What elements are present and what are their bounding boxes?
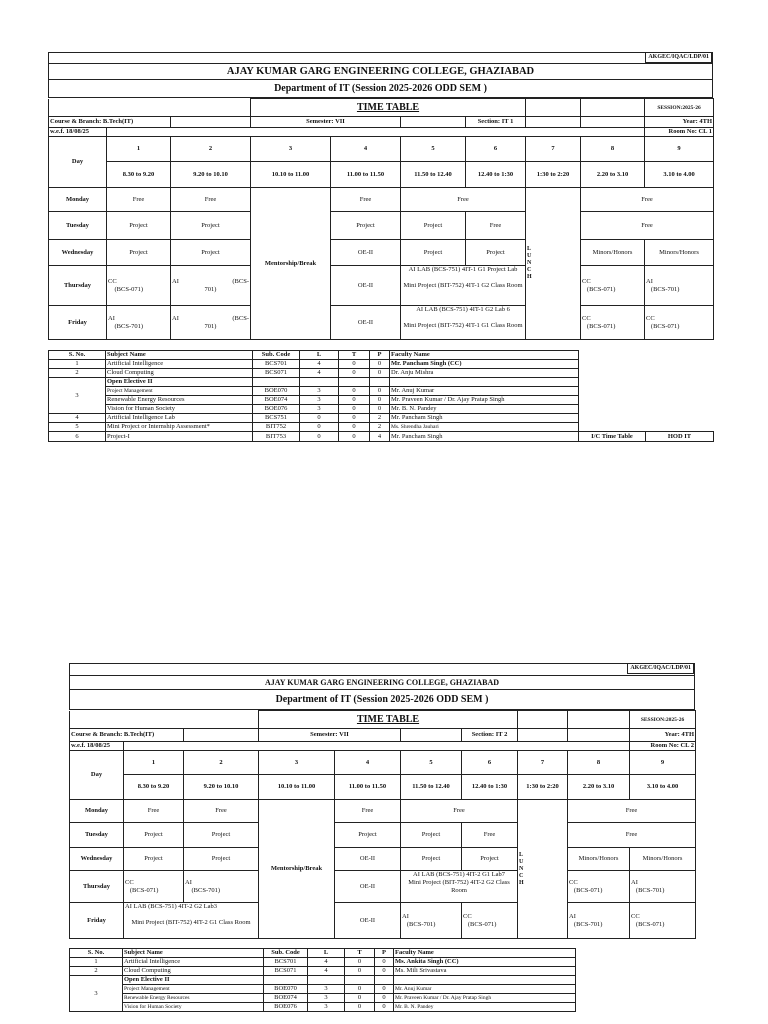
section-label: Section: IT 1: [466, 117, 526, 128]
slot-cell: AI LAB (BCS-751) 4IT-1 G1 Project Lab Mini Project (BIT-752) 4IT-1 G2 Class Room: [401, 266, 526, 306]
period-number: 5: [401, 137, 466, 162]
period-time: 11.00 to 11.50: [331, 162, 401, 188]
doc-code: AKGEC/IQAC/LDP/01: [627, 663, 694, 674]
wef-date: w.e.f. 18/08/25: [49, 128, 107, 137]
table-row: 3 Open Elective II: [70, 976, 576, 985]
period-number: 8: [581, 137, 645, 162]
slot-cell: Project: [466, 240, 526, 266]
slot-cell: Project: [124, 823, 184, 848]
slot-cell: OE-II: [331, 306, 401, 340]
col-head: Subject Name: [106, 351, 253, 360]
slot-cell: AI (BCS-701): [107, 306, 171, 340]
slot-cell: Project: [184, 848, 259, 871]
period-number: 5: [401, 751, 462, 775]
period-time: 10.10 to 11.00: [251, 162, 331, 188]
slot-cell: Free: [462, 823, 518, 848]
code-row: [49, 53, 712, 64]
day-tuesday: Tuesday: [49, 212, 107, 240]
period-time: 10.10 to 11.00: [259, 775, 335, 800]
day-header: Day: [49, 137, 107, 188]
slot-cell: Free: [124, 800, 184, 823]
day-friday: Friday: [49, 306, 107, 340]
table-row: Vision for Human Society BOE076 3 0 0 Mr. B. N. Pandey: [70, 1003, 576, 1012]
period-number: 7: [526, 137, 581, 162]
slot-cell: CC (BCS-071): [581, 266, 645, 306]
slot-cell: Free: [401, 188, 526, 212]
lunch-column: L U N C H: [526, 188, 581, 340]
session-label: SESSION:2025-26: [645, 99, 714, 117]
period-number: 4: [335, 751, 401, 775]
period-time: 11.50 to 12.40: [401, 162, 466, 188]
slot-cell: CC (BCS-071): [124, 871, 184, 903]
slot-cell: CC (BCS-071): [107, 266, 171, 306]
slot-cell: AI LAB (BCS-751) 4IT-2 G2 Lab3 Mini Project (BIT-752) 4IT-2 G1 Class Room: [124, 903, 259, 939]
col-head: L: [300, 351, 339, 360]
table-row: 4 Artificial Intelligence Lab BCS751 0 0 2 Mr. Pancham Singh: [49, 414, 714, 423]
col-head: P: [370, 351, 390, 360]
semester-label: Semester: VII: [251, 117, 401, 128]
table-row: Project Management BOE070 3 0 0 Mr. Anuj Kumar: [70, 985, 576, 994]
slot-cell: Project: [171, 212, 251, 240]
period-time: 11.50 to 12.40: [401, 775, 462, 800]
table-row: 5 Mini Project or Internship Assessment* BIT752 0 0 2 Ms. Shrendha Jauhari: [49, 423, 714, 432]
period-time: 12.40 to 1:30: [466, 162, 526, 188]
slot-cell: AI LAB (BCS-751) 4IT-2 G1 Lab7 Mini Project (BIT-752) 4IT-2 G2 Class Room: [401, 871, 518, 903]
wef-date: w.e.f. 18/08/25: [70, 742, 124, 751]
slot-cell: Minors/Honors: [581, 240, 645, 266]
timetable-title: TIME TABLE: [259, 711, 518, 729]
slot-cell: AI (BCS-701): [184, 871, 259, 903]
day-header: Day: [70, 751, 124, 800]
period-time: 3.10 to 4.00: [645, 162, 714, 188]
day-wednesday: Wednesday: [70, 848, 124, 871]
slot-cell: Free: [331, 188, 401, 212]
col-head: Faculty Name: [390, 351, 579, 360]
sheet-header: [48, 52, 713, 98]
slot-cell: Project: [107, 240, 171, 266]
day-tuesday: Tuesday: [70, 823, 124, 848]
slot-cell: Project: [124, 848, 184, 871]
col-head: P: [375, 949, 394, 958]
period-number: 3: [259, 751, 335, 775]
department-title: Department of IT (Session 2025-2026 ODD SEM ): [49, 80, 712, 98]
slot-cell: CC (BCS-071): [568, 871, 630, 903]
slot-cell: Project: [335, 823, 401, 848]
table-row: Vision for Human Society BOE076 3 0 0 Mr. B. N. Pandey: [49, 405, 714, 414]
table-row: Renewable Energy Resources BOE074 3 0 0 Mr. Praveen Kumar / Dr. Ajay Pratap Singh: [70, 994, 576, 1003]
slot-cell: Minors/Honors: [645, 240, 714, 266]
slot-cell: Free: [107, 188, 171, 212]
mentorship-break: Mentorship/Break: [251, 188, 331, 340]
period-time: 8.30 to 9.20: [107, 162, 171, 188]
table-row: 3 Open Elective II: [49, 378, 714, 387]
period-time: 1:30 to 2:20: [518, 775, 568, 800]
code-row: [70, 664, 694, 676]
period-number: 8: [568, 751, 630, 775]
timetable-grid: [48, 98, 714, 340]
col-head: Sub. Code: [264, 949, 308, 958]
subjects-table: [48, 350, 714, 442]
timetable-title: TIME TABLE: [251, 99, 526, 117]
slot-cell: Free: [568, 823, 696, 848]
slot-cell: OE-II: [331, 240, 401, 266]
lunch-column: L U N C H: [518, 800, 568, 939]
slot-cell: Project: [107, 212, 171, 240]
slot-cell: AI (BCS-701): [568, 903, 630, 939]
period-time: 3.10 to 4.00: [630, 775, 696, 800]
period-number: 3: [251, 137, 331, 162]
period-number: 6: [462, 751, 518, 775]
period-time: 2.20 to 3.10: [568, 775, 630, 800]
period-number: 9: [645, 137, 714, 162]
section-label: Section: IT 2: [462, 729, 518, 742]
col-head: Subject Name: [123, 949, 264, 958]
slot-cell: AI LAB (BCS-751) 4IT-1 G2 Lab 6 Mini Project (BIT-752) 4IT-1 G1 Class Room: [401, 306, 526, 340]
slot-cell: Free: [581, 212, 714, 240]
period-number: 4: [331, 137, 401, 162]
period-time: 9.20 to 10.10: [171, 162, 251, 188]
slot-cell: CC (BCS-071): [462, 903, 518, 939]
college-name: AJAY KUMAR GARG ENGINEERING COLLEGE, GHAZIABAD: [70, 676, 694, 690]
period-number: 6: [466, 137, 526, 162]
table-row: 2 Cloud Computing BCS071 4 0 0 Dr. Anju Mishra: [49, 369, 714, 378]
col-head: Faculty Name: [394, 949, 576, 958]
day-monday: Monday: [70, 800, 124, 823]
slot-cell: Free: [335, 800, 401, 823]
hod-label: HOD IT: [646, 432, 714, 442]
session-label: SESSION:2025-26: [630, 711, 696, 729]
slot-cell: AI (BCS-701): [401, 903, 462, 939]
slot-cell: OE-II: [335, 871, 401, 903]
day-wednesday: Wednesday: [49, 240, 107, 266]
year-label: Year: 4TH: [645, 117, 714, 128]
day-monday: Monday: [49, 188, 107, 212]
slot-cell: CC (BCS-071): [581, 306, 645, 340]
slot-cell: OE-II: [335, 903, 401, 939]
slot-cell: Project: [401, 823, 462, 848]
slot-cell: Project: [331, 212, 401, 240]
room-number: Room No: CL 2: [630, 742, 696, 751]
ic-timetable-label: I/C Time Table: [579, 432, 646, 442]
course-branch: Course & Branch: B.Tech(IT): [49, 117, 171, 128]
period-time: 1:30 to 2:20: [526, 162, 581, 188]
col-head: Sub. Code: [253, 351, 300, 360]
table-row: 2 Cloud Computing BCS071 4 0 0 Ms. Mili Srivastava: [70, 967, 576, 976]
course-branch: Course & Branch: B.Tech(IT): [70, 729, 184, 742]
slot-cell: Free: [171, 188, 251, 212]
period-number: 1: [107, 137, 171, 162]
period-number: 1: [124, 751, 184, 775]
day-thursday: Thursday: [70, 871, 124, 903]
slot-cell: Free: [466, 212, 526, 240]
slot-cell: CC (BCS-071): [630, 903, 696, 939]
table-row: Project Management BOE070 3 0 0 Mr. Anuj Kumar: [49, 387, 714, 396]
slot-cell: AI (BCS- 701): [171, 266, 251, 306]
col-head: T: [339, 351, 370, 360]
slot-cell: AI (BCS-701): [645, 266, 714, 306]
timetable-sheet-it2: [69, 663, 695, 1012]
college-name: AJAY KUMAR GARG ENGINEERING COLLEGE, GHAZIABAD: [49, 64, 712, 80]
col-head: T: [345, 949, 375, 958]
semester-label: Semester: VII: [259, 729, 401, 742]
table-row: 6 Project-I BIT753 0 0 4 Mr. Pancham Singh I/C Time Table HOD IT: [49, 432, 714, 442]
year-label: Year: 4TH: [630, 729, 696, 742]
col-head: S. No.: [70, 949, 123, 958]
period-time: 2.20 to 3.10: [581, 162, 645, 188]
slot-cell: Project: [184, 823, 259, 848]
period-time: 8.30 to 9.20: [124, 775, 184, 800]
col-head: S. No.: [49, 351, 106, 360]
col-head: L: [308, 949, 345, 958]
slot-cell: AI (BCS- 701): [171, 306, 251, 340]
slot-cell: OE-II: [335, 848, 401, 871]
subjects-table: [69, 948, 576, 1012]
day-thursday: Thursday: [49, 266, 107, 306]
slot-cell: Project: [171, 240, 251, 266]
slot-cell: Project: [462, 848, 518, 871]
slot-cell: OE-II: [331, 266, 401, 306]
slot-cell: Free: [184, 800, 259, 823]
slot-cell: AI (BCS-701): [630, 871, 696, 903]
period-time: 9.20 to 10.10: [184, 775, 259, 800]
period-time: 12.40 to 1:30: [462, 775, 518, 800]
slot-cell: Free: [581, 188, 714, 212]
period-number: 9: [630, 751, 696, 775]
department-title: Department of IT (Session 2025-2026 ODD SEM ): [70, 690, 694, 710]
period-number: 2: [171, 137, 251, 162]
mentorship-break: Mentorship/Break: [259, 800, 335, 939]
period-number: 2: [184, 751, 259, 775]
table-row: 1 Artificial Intelligence BCS701 4 0 0 Mr. Pancham Singh (CC): [49, 360, 714, 369]
slot-cell: Project: [401, 240, 466, 266]
table-row: Renewable Energy Resources BOE074 3 0 0 Mr. Praveen Kumar / Dr. Ajay Pratap Singh: [49, 396, 714, 405]
slot-cell: Project: [401, 212, 466, 240]
period-number: 7: [518, 751, 568, 775]
table-row: 1 Artificial Intelligence BCS701 4 0 0 Ms. Ankita Singh (CC): [70, 958, 576, 967]
slot-cell: Free: [401, 800, 518, 823]
slot-cell: Free: [568, 800, 696, 823]
timetable-sheet-it1: [48, 52, 713, 442]
sheet-header: [69, 663, 695, 710]
slot-cell: CC (BCS-071): [645, 306, 714, 340]
period-time: 11.00 to 11.50: [335, 775, 401, 800]
slot-cell: Minors/Honors: [630, 848, 696, 871]
timetable-grid: [69, 710, 696, 939]
slot-cell: Project: [401, 848, 462, 871]
day-friday: Friday: [70, 903, 124, 939]
slot-cell: Minors/Honors: [568, 848, 630, 871]
room-number: Room No: CL 1: [645, 128, 714, 137]
doc-code: AKGEC/IQAC/LDP/01: [645, 52, 712, 63]
